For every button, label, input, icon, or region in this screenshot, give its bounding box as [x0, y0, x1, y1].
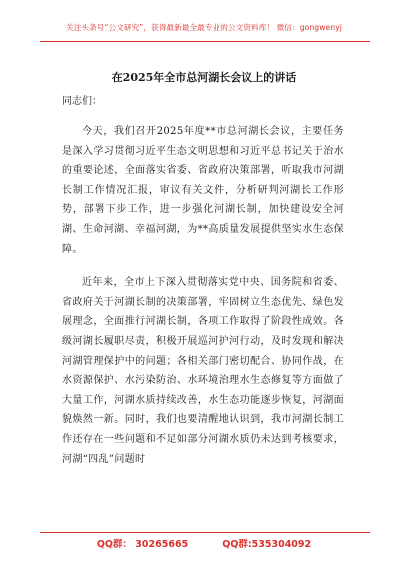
- footer-divider: [40, 532, 370, 533]
- contact-footer: [0, 536, 408, 550]
- header-divider: [40, 41, 370, 42]
- promo-header: 关注头条号“公文研究”，获得最新最全最专业的公文资料库！ 微信：gongwenyj: [66, 23, 342, 32]
- qq-group-1: QQ群： 30265665: [96, 539, 189, 550]
- body-paragraph: 今天，我们召开2025年度**市总河湖长会议，主要任务是深入学习贯彻习近平生态文明思想和习近平总书记关于治水的重要论述，全面落实省委、省政府决策部署，听取我市河湖长制工作情况汇报，审议有关文件，分析研判河湖长工作形势，部署下步工作，进一步强化河湖长制，加快建设安全河湖、生命河湖、幸福河湖，为**高质量发展提供坚实水生态保障。: [62, 126, 344, 255]
- body-paragraph: 近年来，全市上下深入贯彻落实党中央、国务院和省委、省政府关于河湖长制的决策部署，牢固树立生态优先、绿色发展理念，全面推行河湖长制，各项工作取得了阶段性成效。各级河湖长履职尽责，积极开展巡河护河行动，及时发现和解决河湖管理保护中的问题；各相关部门密切配合、协同作战，在水资源保护、水污染防治、水环境治理水生态修复等方面做了大量工作，河湖水质持续改善，水生态功能逐步恢复，河湖面貌焕然一新。同时，我们也要清醒地认识到，我市河湖长制工作还存在一些问题和不足如部分河湖水质仍未达到考核要求，河湖“四乱”问题时: [62, 277, 344, 465]
- salutation: 同志们：: [62, 96, 102, 107]
- document-body: [62, 92, 344, 483]
- document-title: 在2025年全市总河湖长会议上的讲话: [111, 71, 297, 84]
- qq-group-2: QQ群:535304092: [222, 539, 312, 550]
